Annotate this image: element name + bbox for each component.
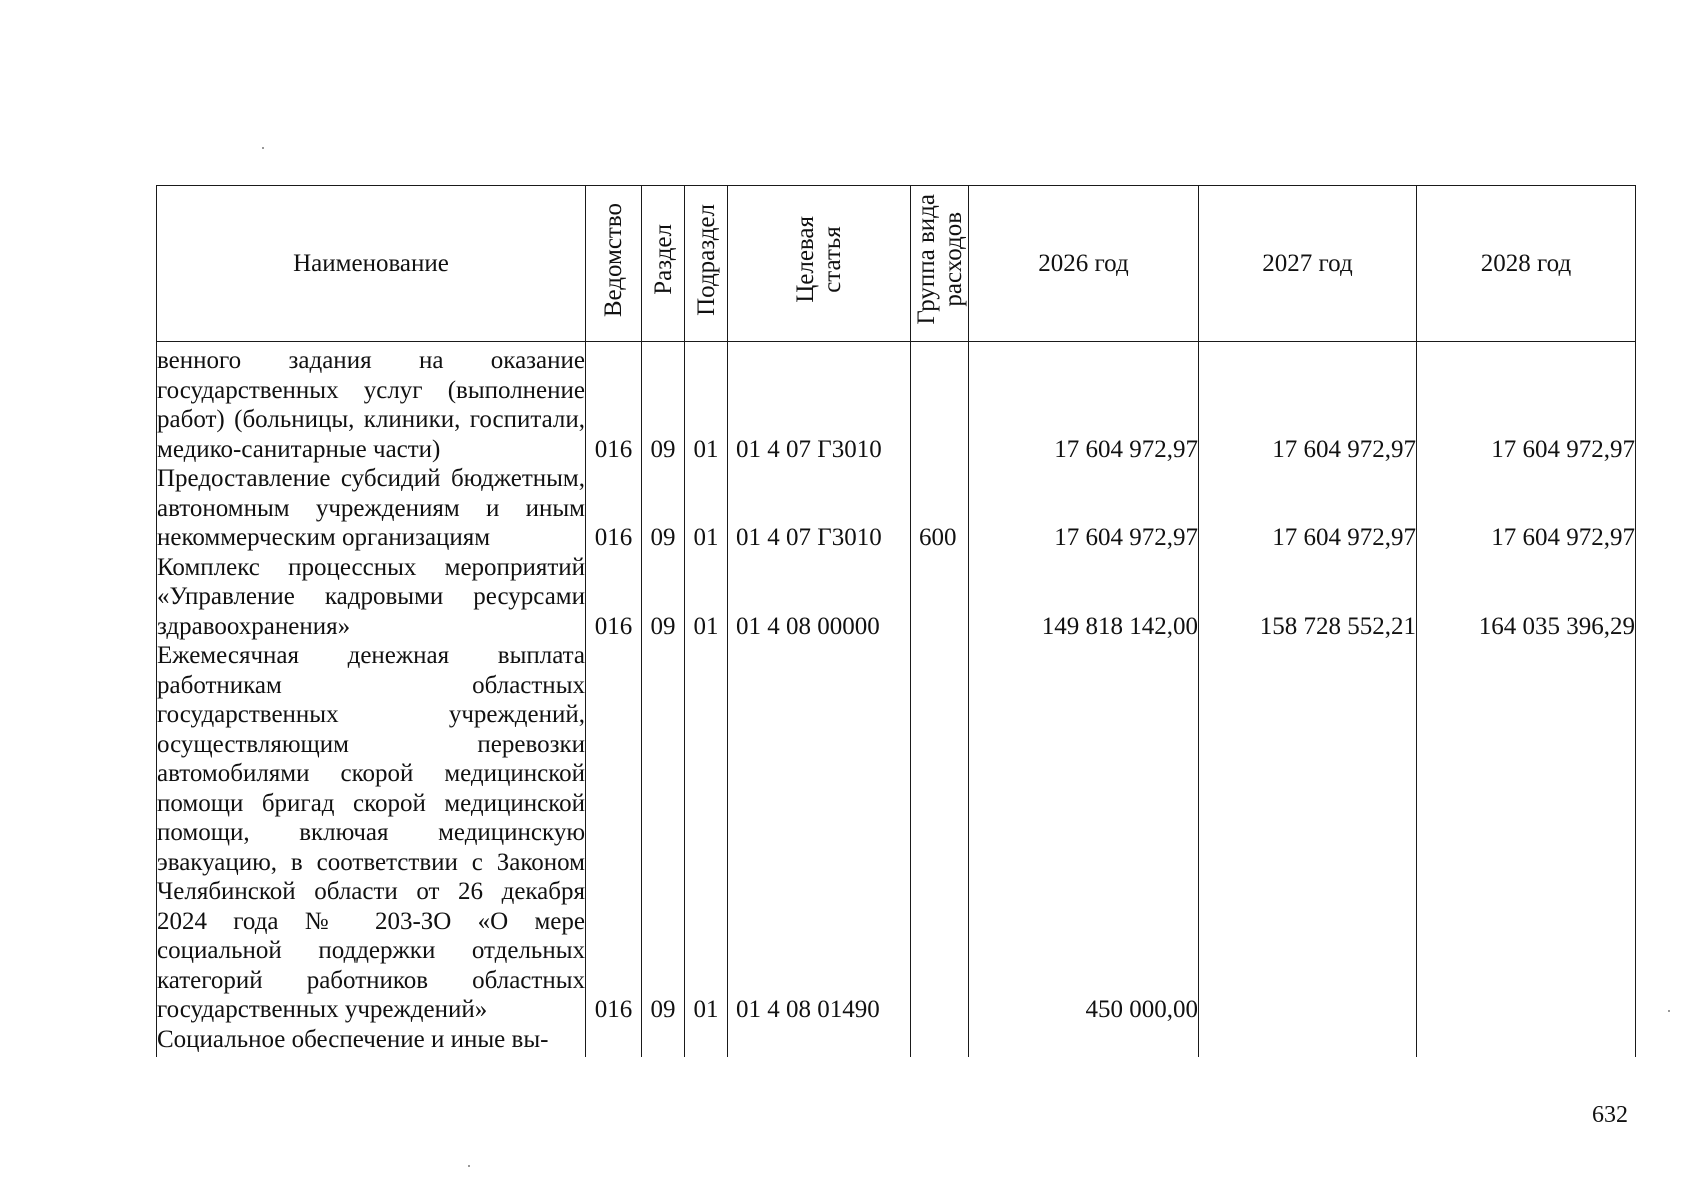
table-body	[157, 342, 1636, 1057]
row-amount-2027	[1199, 641, 1417, 1025]
header-section-label: Раздел	[649, 224, 677, 296]
row-name: Предоставление субсидий бюджетным, автономным учреждениям и иным некоммерческим организациям	[157, 465, 585, 551]
row-amount-2026: 17 604 972,97	[969, 342, 1199, 465]
row-expense-group	[911, 641, 969, 1025]
header-subsection	[685, 186, 728, 342]
header-year-2026	[969, 186, 1199, 342]
row-amount-2027	[1199, 1025, 1417, 1057]
row-subsection: 01	[685, 641, 728, 1025]
header-year-2027-label: 2027 год	[1262, 249, 1353, 277]
row-section: 09	[642, 464, 685, 553]
budget-table	[156, 185, 1636, 1057]
header-year-2026-label: 2026 год	[1038, 249, 1129, 277]
row-expense-group: 600	[911, 464, 969, 553]
row-subsection	[685, 1025, 728, 1057]
header-section	[642, 186, 685, 342]
row-subsection: 01	[685, 464, 728, 553]
row-amount-2026: 17 604 972,97	[969, 464, 1199, 553]
row-name: венного задания на оказание государственных услуг (выполнение работ) (больницы, клиники, госпитали, медико-санитарные части)	[157, 342, 586, 465]
row-department: 016	[586, 641, 642, 1025]
header-year-2027	[1199, 186, 1417, 342]
row-amount-2028	[1417, 1025, 1636, 1057]
header-target-article-line2: статья	[819, 226, 846, 294]
row-target-article: 01 4 07 Г3010	[728, 342, 911, 465]
header-expense-group-label	[913, 194, 967, 325]
row-amount-2028	[1417, 641, 1636, 1025]
table-header	[157, 186, 1636, 342]
scan-speck	[468, 1165, 470, 1167]
row-amount-2026: 450 000,00	[969, 641, 1199, 1025]
row-amount-2027: 17 604 972,97	[1199, 464, 1417, 553]
row-amount-2028: 17 604 972,97	[1417, 342, 1636, 465]
row-amount-2027: 17 604 972,97	[1199, 342, 1417, 465]
row-section: 09	[642, 342, 685, 465]
row-name: Комплекс процессных мероприятий «Управление кадровыми ресурсами здравоохранения»	[157, 553, 585, 640]
row-expense-group	[911, 342, 969, 465]
scan-speck	[262, 147, 264, 149]
scan-speck	[1668, 1010, 1670, 1012]
header-department	[586, 186, 642, 342]
row-target-article: 01 4 08 00000	[728, 553, 911, 642]
row-name: Ежемесячная денежная выплата работникам областных государственных учреждений, осуществляющим перевозки автомобилями скорой медицинской помощи бригад скорой медицинской помощи, включая медицинскую эвакуацию, в соответствии с Законом Челябинской области от 26 декабря 2024 года № 203-ЗО «О мере социальной поддержки отдельных категорий работников областных государственных учреждений»	[157, 642, 585, 1023]
row-amount-2028: 164 035 396,29	[1417, 553, 1636, 642]
row-department	[586, 1025, 642, 1057]
row-amount-2026: 149 818 142,00	[969, 553, 1199, 642]
row-subsection: 01	[685, 342, 728, 465]
header-subsection-label: Подраздел	[692, 203, 720, 316]
table-row	[157, 342, 1636, 465]
header-expense-group-line1: Группа вида	[912, 194, 940, 326]
row-target-article	[728, 1025, 911, 1057]
row-subsection: 01	[685, 553, 728, 642]
header-department-label: Ведомство	[600, 202, 627, 317]
header-expense-group	[911, 186, 969, 342]
row-section	[642, 1025, 685, 1057]
page-number: 632	[1592, 1102, 1628, 1128]
row-expense-group	[911, 1025, 969, 1057]
table-row	[157, 641, 1636, 1025]
row-department: 016	[586, 553, 642, 642]
row-department: 016	[586, 342, 642, 465]
header-target-article-line1: Целевая	[792, 216, 819, 304]
row-target-article: 01 4 07 Г3010	[728, 464, 911, 553]
row-expense-group	[911, 553, 969, 642]
header-target-article-label	[792, 216, 846, 303]
row-name: Социальное обеспечение и иные вы-	[157, 1025, 586, 1057]
row-amount-2027: 158 728 552,21	[1199, 553, 1417, 642]
row-amount-2026	[969, 1025, 1199, 1057]
header-year-2028-label: 2028 год	[1480, 249, 1572, 277]
row-department: 016	[586, 464, 642, 553]
row-section: 09	[642, 641, 685, 1025]
table-row	[157, 1025, 1636, 1057]
header-name	[157, 186, 586, 342]
header-target-article	[728, 186, 911, 342]
row-amount-2028: 17 604 972,97	[1417, 464, 1636, 553]
header-name-label: Наименование	[293, 249, 449, 277]
table-row	[157, 553, 1636, 642]
row-section: 09	[642, 553, 685, 642]
table-row	[157, 464, 1636, 553]
header-year-2028	[1417, 186, 1636, 342]
header-expense-group-line2: расходов	[939, 212, 967, 308]
row-target-article: 01 4 08 01490	[728, 641, 911, 1025]
